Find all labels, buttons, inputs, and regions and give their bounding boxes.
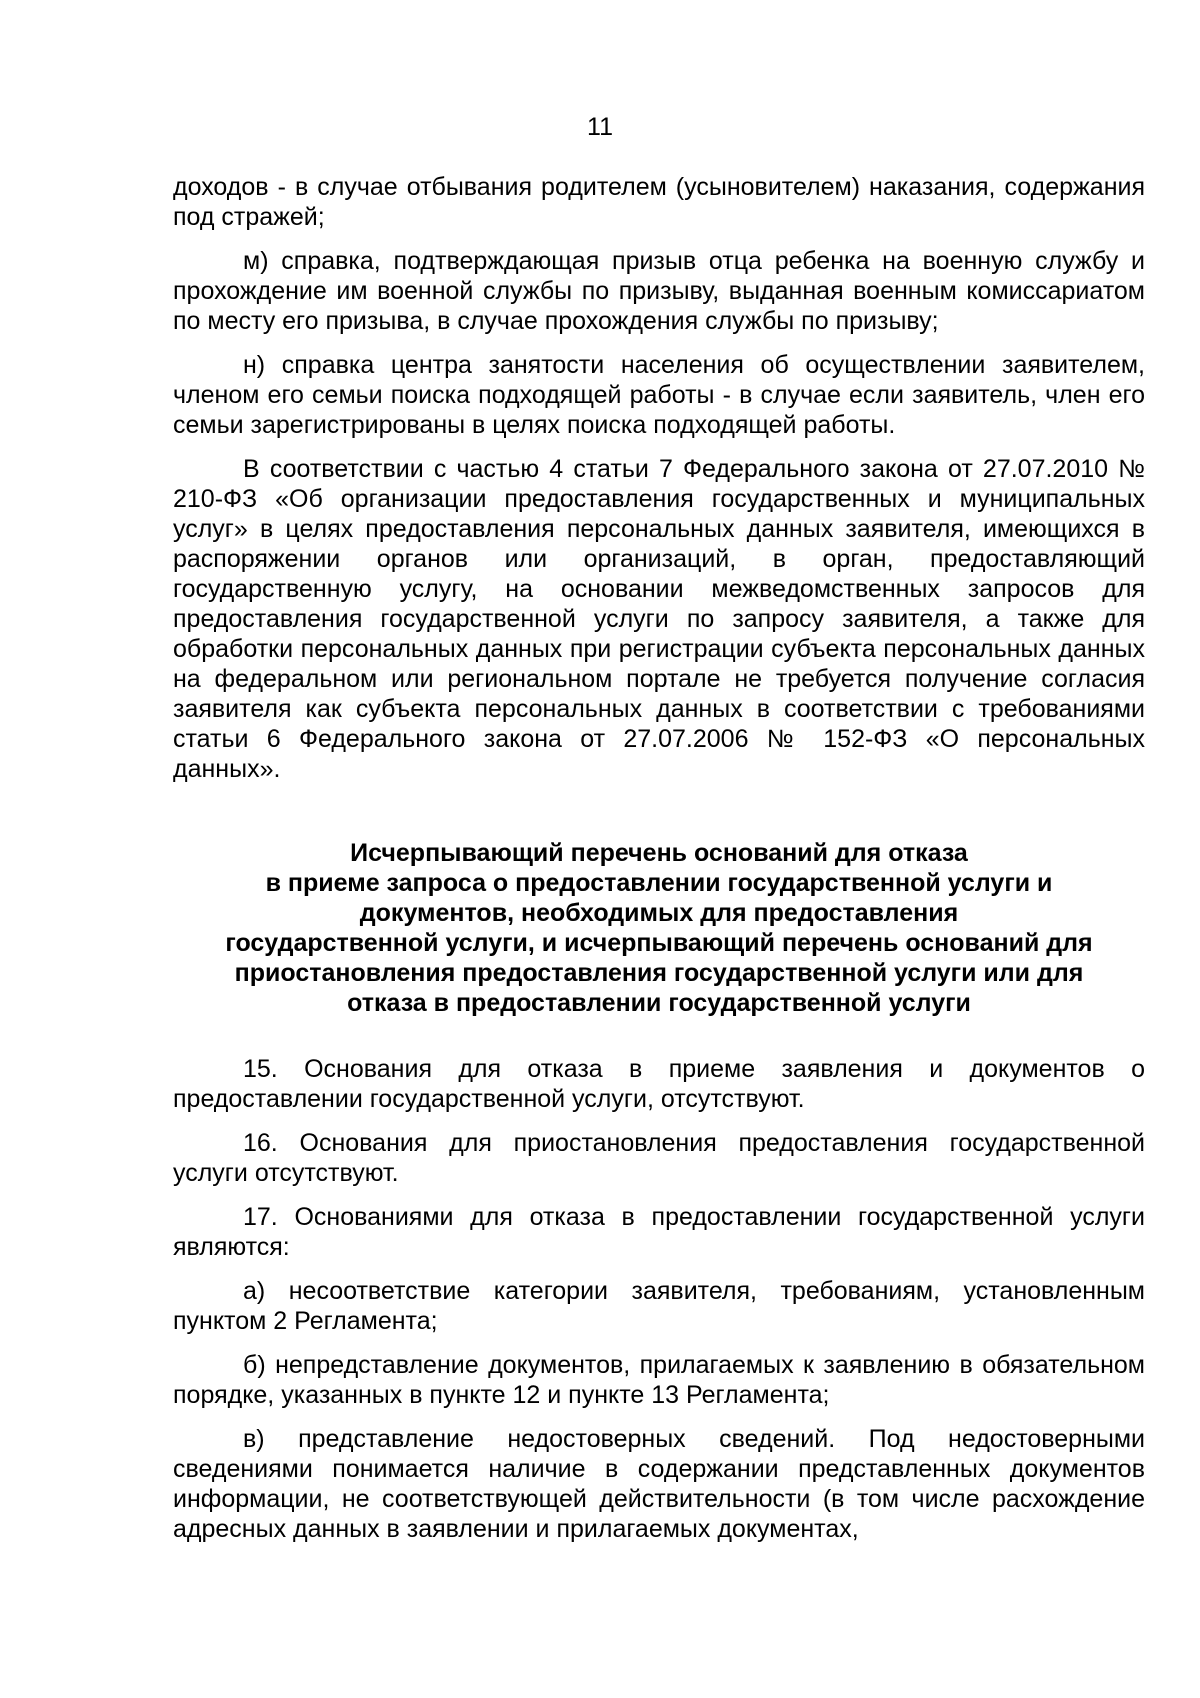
paragraph: В соответствии с частью 4 статьи 7 Федерального закона от 27.07.2010 № 210-ФЗ «Об организации предоставления государственных и муниципальных услуг» в целях предоставления персональных данных заявителя, имеющихся в распоряжении органов или организаций, в орган, предоставляющий государственную услугу, на основании межведомственных запросов для предоставления государственной услуги по запросу заявителя, а также для обработки персональных данных при регистрации субъекта персональных данных на федеральном или региональном портале не требуется получение согласия заявителя как субъекта персональных данных в соответствии с требованиями статьи 6 Федерального закона от 27.07.2006 № 152-ФЗ «О персональных данных». xyxy=(173,455,1145,783)
heading-line: Исчерпывающий перечень оснований для отказа xyxy=(350,839,968,867)
paragraph: 17. Основаниями для отказа в предоставлении государственной услуги являются: xyxy=(173,1203,1145,1261)
paragraphs-top xyxy=(173,172,1145,784)
heading-line: приостановления предоставления государственной услуги или для xyxy=(234,959,1084,987)
heading-line: в приеме запроса о предоставлении государственной услуги и xyxy=(265,869,1053,897)
paragraph: 15. Основания для отказа в приеме заявления и документов о предоставлении государственной услуги, отсутствуют. xyxy=(173,1055,1145,1113)
paragraph: а) несоответствие категории заявителя, требованиям, установленным пунктом 2 Регламента; xyxy=(173,1277,1145,1335)
document-body xyxy=(173,172,1145,1558)
paragraph: в) представление недостоверных сведений. Под недостоверными сведениями понимается наличие в содержании представленных документов информации, не соответствующей действительности (в том числе расхождение адресных данных в заявлении и прилагаемых документах, xyxy=(173,1425,1145,1543)
paragraph: 16. Основания для приостановления предоставления государственной услуги отсутствуют. xyxy=(173,1129,1145,1187)
page-number: 11 xyxy=(587,113,613,141)
heading-line: государственной услуги, и исчерпывающий перечень оснований для xyxy=(225,929,1093,957)
paragraph: м) справка, подтверждающая призыв отца ребенка на военную службу и прохождение им военной службы по призыву, выданная военным комиссариатом по месту его призыва, в случае прохождения службы по призыву; xyxy=(173,247,1145,335)
paragraph: н) справка центра занятости населения об осуществлении заявителем, членом его семьи поиска подходящей работы - в случае если заявитель, член его семьи зарегистрированы в целях поиска подходящей работы. xyxy=(173,351,1145,439)
heading-line: отказа в предоставлении государственной услуги xyxy=(347,989,971,1017)
heading-line: документов, необходимых для предоставления xyxy=(359,899,959,927)
paragraph: доходов - в случае отбывания родителем (усыновителем) наказания, содержания под стражей; xyxy=(173,173,1145,231)
paragraph: б) непредставление документов, прилагаемых к заявлению в обязательном порядке, указанных в пункте 12 и пункте 13 Регламента; xyxy=(173,1351,1145,1409)
section-heading xyxy=(173,838,1145,1018)
paragraphs-bottom xyxy=(173,1054,1145,1544)
